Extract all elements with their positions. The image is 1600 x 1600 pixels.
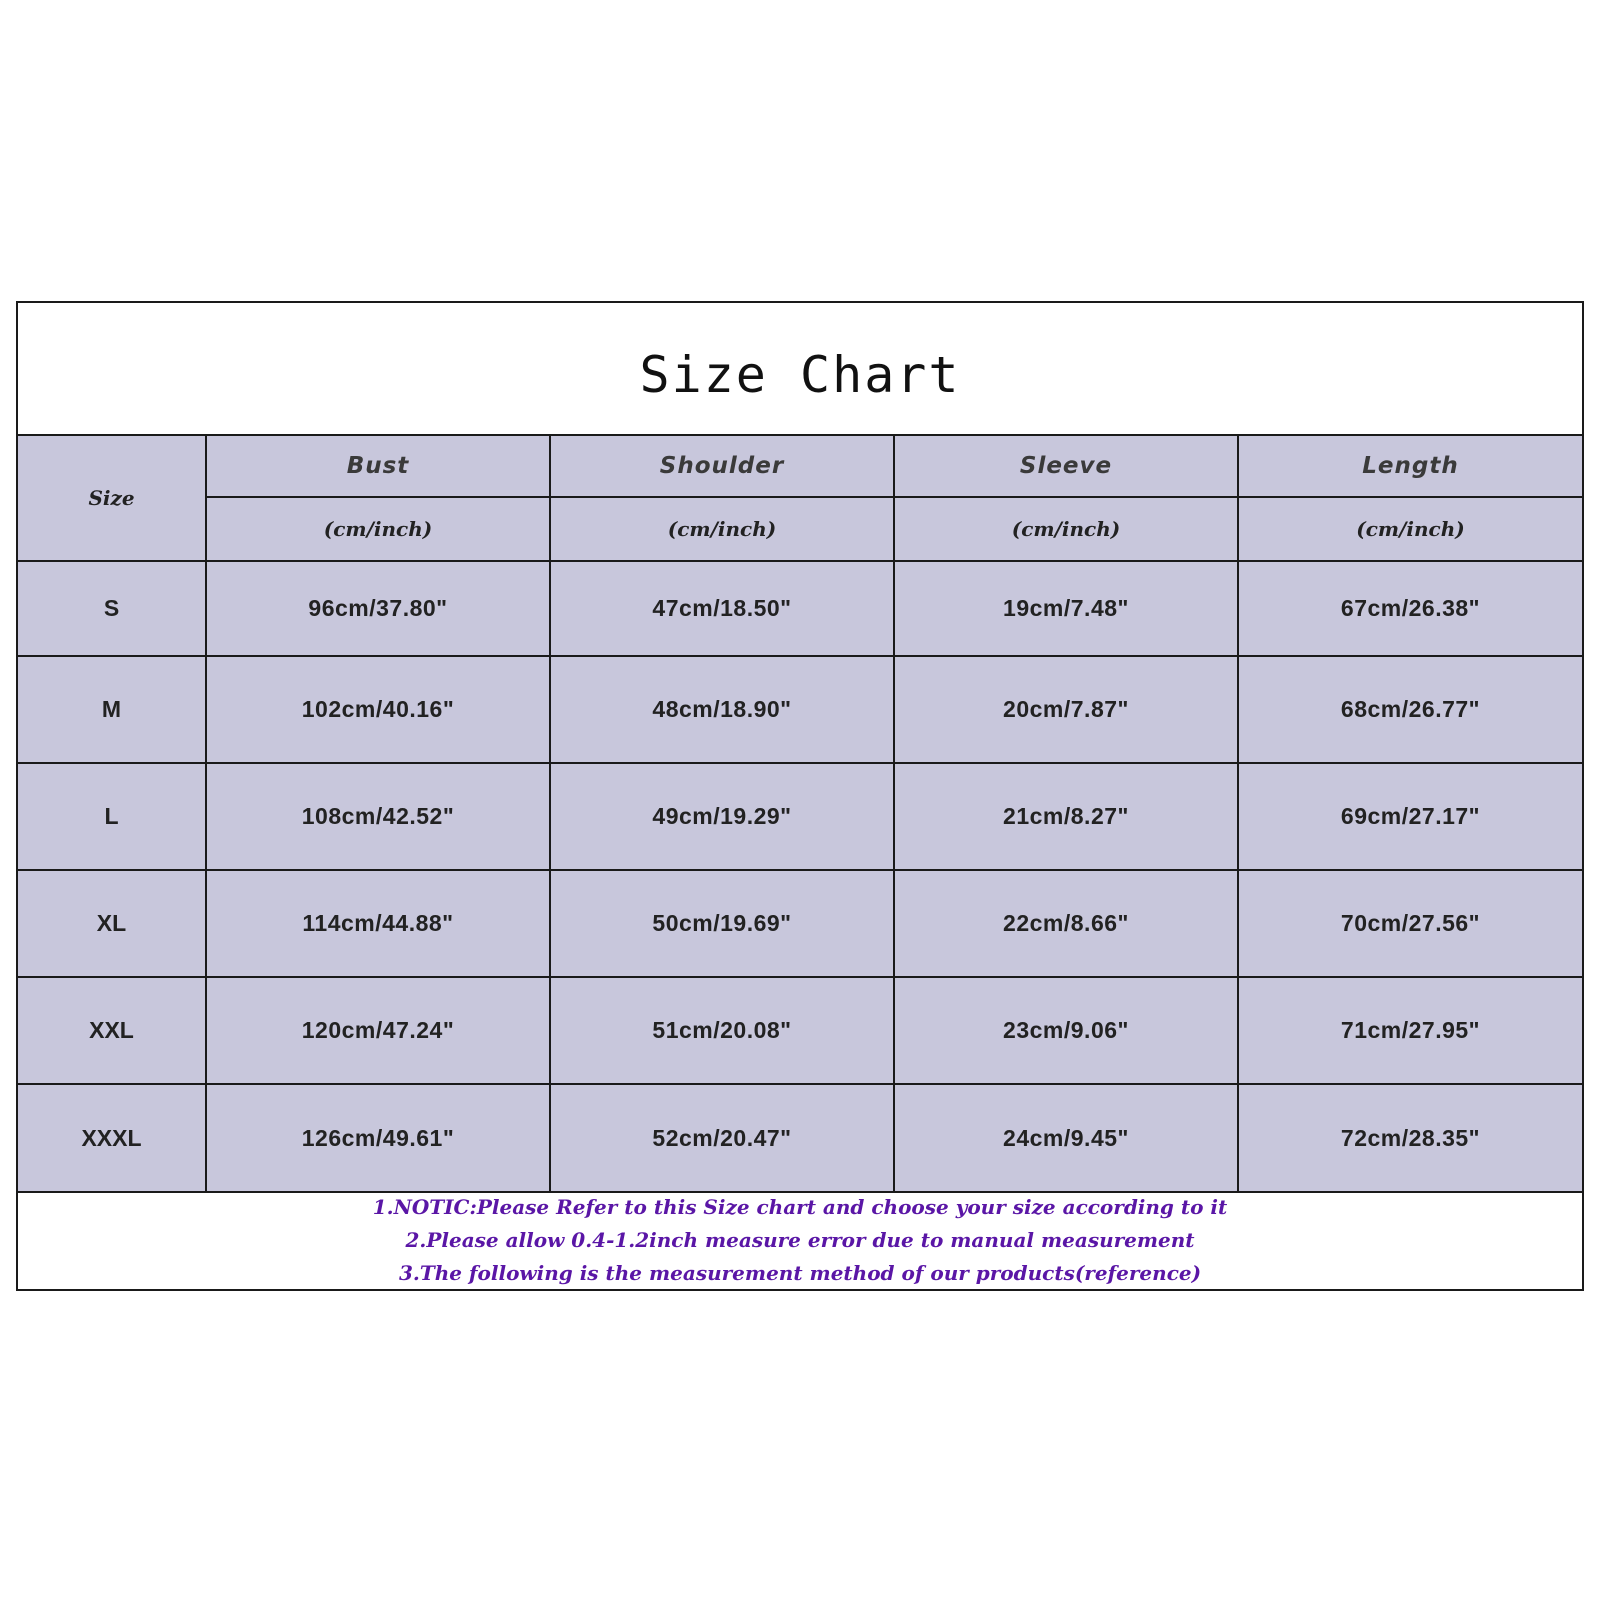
value-cell (206, 870, 550, 977)
header-bust-cell (206, 435, 550, 497)
length-value: 70cm/27.56" (1340, 910, 1481, 936)
value-cell (206, 977, 550, 1084)
header-sleeve-label: Sleeve (1019, 453, 1113, 479)
unit-cell (206, 497, 550, 561)
size-label: XL (96, 910, 127, 936)
size-chart (16, 301, 1584, 1291)
shoulder-value: 50cm/19.69" (652, 910, 792, 936)
note-line: 2.Please allow 0.4-1.2inch measure error due to manual measurement (405, 1227, 1195, 1252)
sleeve-value: 20cm/7.87" (1003, 696, 1129, 722)
title-area (18, 303, 1582, 434)
bust-value: 126cm/49.61" (301, 1124, 455, 1151)
length-value: 69cm/27.17" (1340, 803, 1481, 829)
table-row (18, 656, 1582, 763)
unit-label: (cm/inch) (667, 517, 777, 541)
note-line: 1.NOTIC:Please Refer to this Size chart and choose your size according to it (372, 1194, 1228, 1219)
value-cell (206, 561, 550, 656)
unit-cell (1238, 497, 1582, 561)
header-shoulder-label: Shoulder (659, 453, 785, 479)
size-label: XXXL (81, 1124, 142, 1151)
sleeve-value: 24cm/9.45" (1003, 1124, 1129, 1151)
header-sleeve-cell (894, 435, 1238, 497)
table-row (18, 561, 1582, 656)
bust-value: 96cm/37.80" (308, 595, 448, 621)
size-label: S (103, 595, 120, 621)
unit-cell (550, 497, 894, 561)
note-line: 3.The following is the measurement method of our products(reference) (398, 1260, 1202, 1285)
size-cell (18, 977, 206, 1084)
header-length-cell (1238, 435, 1582, 497)
header-shoulder-cell (550, 435, 894, 497)
bust-value: 102cm/40.16" (301, 696, 455, 722)
size-label: M (101, 696, 122, 722)
unit-label: (cm/inch) (323, 517, 433, 541)
header-size-cell (18, 435, 206, 561)
size-cell (18, 561, 206, 656)
value-cell (206, 763, 550, 870)
header-length-label: Length (1362, 453, 1459, 479)
size-label: XXL (89, 1017, 134, 1043)
unit-label: (cm/inch) (1011, 517, 1121, 541)
value-cell (550, 977, 894, 1084)
table-row (18, 1084, 1582, 1192)
value-cell (894, 1084, 1238, 1192)
shoulder-value: 49cm/19.29" (652, 803, 792, 829)
value-cell (894, 656, 1238, 763)
length-value: 71cm/27.95" (1340, 1017, 1481, 1043)
bust-value: 114cm/44.88" (302, 910, 454, 936)
unit-label: (cm/inch) (1356, 517, 1465, 541)
shoulder-value: 48cm/18.90" (652, 696, 792, 722)
value-cell (1238, 561, 1582, 656)
value-cell (1238, 1084, 1582, 1192)
sleeve-value: 21cm/8.27" (1003, 803, 1129, 829)
bust-value: 120cm/47.24" (301, 1017, 455, 1043)
header-bust-label: Bust (346, 453, 410, 479)
value-cell (550, 656, 894, 763)
value-cell (206, 656, 550, 763)
length-value: 67cm/26.38" (1340, 595, 1481, 621)
value-cell (550, 870, 894, 977)
size-cell (18, 870, 206, 977)
value-cell (550, 561, 894, 656)
value-cell (1238, 977, 1582, 1084)
value-cell (894, 561, 1238, 656)
size-table (18, 434, 1582, 1193)
shoulder-value: 52cm/20.47" (652, 1124, 792, 1151)
value-cell (894, 763, 1238, 870)
size-cell (18, 763, 206, 870)
header-row-units (18, 497, 1582, 561)
table-row (18, 977, 1582, 1084)
header-row-measures (18, 435, 1582, 497)
header-size-label: Size (88, 486, 135, 510)
sleeve-value: 22cm/8.66" (1003, 910, 1129, 936)
chart-title: Size Chart (639, 345, 961, 404)
table-row (18, 870, 1582, 977)
unit-cell (894, 497, 1238, 561)
size-cell (18, 1084, 206, 1192)
value-cell (550, 763, 894, 870)
shoulder-value: 51cm/20.08" (652, 1017, 792, 1043)
value-cell (894, 977, 1238, 1084)
notes (18, 1191, 1582, 1289)
sleeve-value: 19cm/7.48" (1003, 595, 1129, 621)
value-cell (1238, 763, 1582, 870)
value-cell (1238, 656, 1582, 763)
length-value: 72cm/28.35" (1340, 1124, 1481, 1151)
value-cell (550, 1084, 894, 1192)
value-cell (894, 870, 1238, 977)
shoulder-value: 47cm/18.50" (652, 595, 792, 621)
sleeve-value: 23cm/9.06" (1003, 1017, 1129, 1043)
length-value: 68cm/26.77" (1340, 696, 1481, 722)
table-row (18, 763, 1582, 870)
size-label: L (104, 803, 119, 829)
size-cell (18, 656, 206, 763)
value-cell (206, 1084, 550, 1192)
bust-value: 108cm/42.52" (301, 803, 455, 829)
value-cell (1238, 870, 1582, 977)
